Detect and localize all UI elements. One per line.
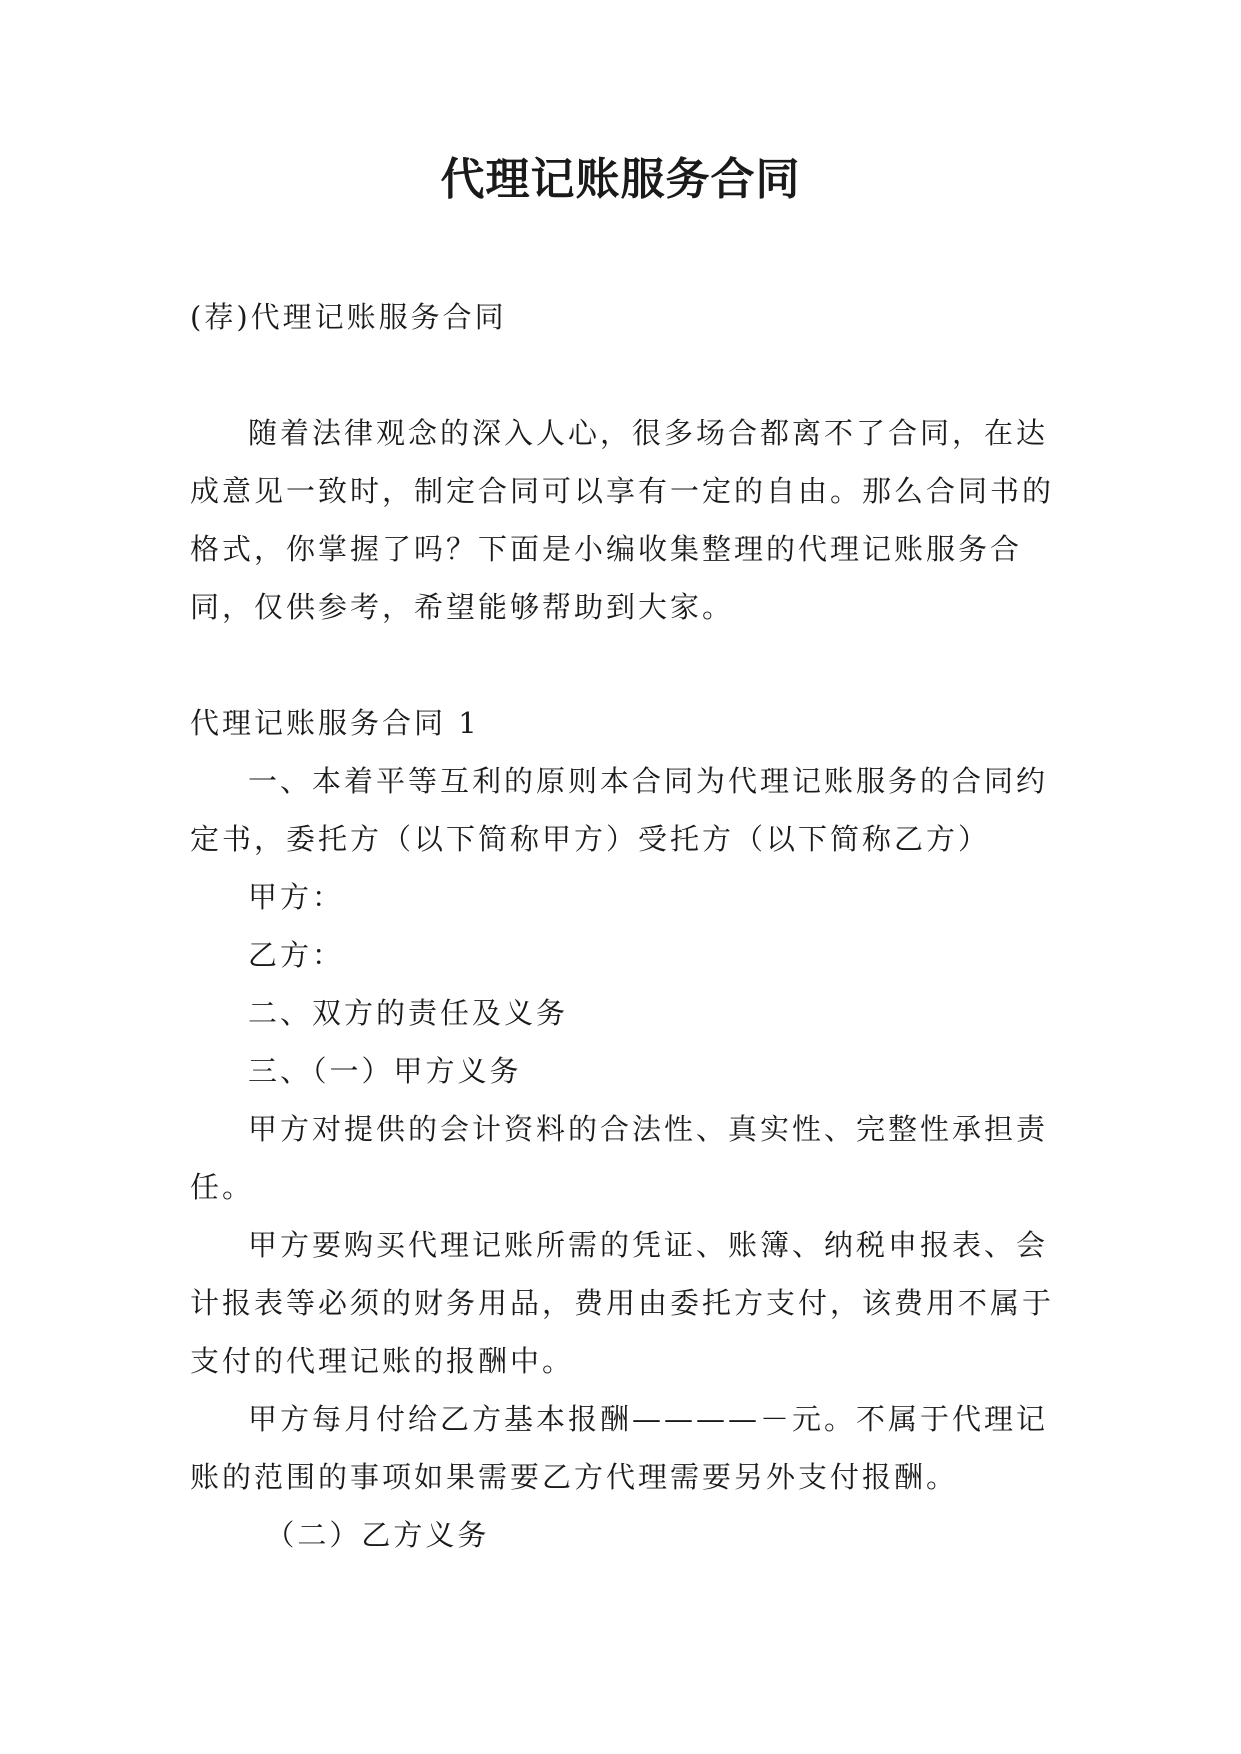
clause-heading: （二）乙方义务 <box>265 1518 490 1552</box>
intro-paragraph: 随着法律观念的深入人心，很多场合都离不了合同，在达成意见一致时，制定合同可以享有一定的自由。那么合同书的格式，你掌握了吗？下面是小编收集整理的代理记账服务合同，仅供参考，希望能够帮助到大家。 <box>190 416 1055 624</box>
spacer <box>190 636 1060 694</box>
document-subtitle: (荐)代理记账服务合同 <box>190 300 507 334</box>
spacer <box>190 346 1060 404</box>
document-title: 代理记账服务合同 <box>440 154 801 205</box>
section-heading: 代理记账服务合同 1 <box>190 706 480 740</box>
clause-paragraph: 甲方每月付给乙方基本报酬————－元。不属于代理记账的范围的事项如果需要乙方代理需要另外支付报酬。 <box>190 1402 1049 1494</box>
clause-heading: 三、（一）甲方义务 <box>248 1054 522 1088</box>
party-a-line: 甲方： <box>248 880 345 914</box>
party-b-line: 乙方： <box>248 938 345 972</box>
clause-paragraph: 甲方要购买代理记账所需的凭证、账簿、纳税申报表、会计报表等必须的财务用品，费用由委托方支付，该费用不属于支付的代理记账的报酬中。 <box>190 1228 1055 1378</box>
clause-paragraph: 甲方对提供的会计资料的合法性、真实性、完整性承担责任。 <box>190 1112 1049 1204</box>
clause-heading: 二、双方的责任及义务 <box>248 996 569 1030</box>
document-body <box>190 288 1060 1564</box>
clause-paragraph: 一、本着平等互利的原则本合同为代理记账服务的合同约定书，委托方（以下简称甲方）受托方（以下简称乙方） <box>190 764 1049 856</box>
